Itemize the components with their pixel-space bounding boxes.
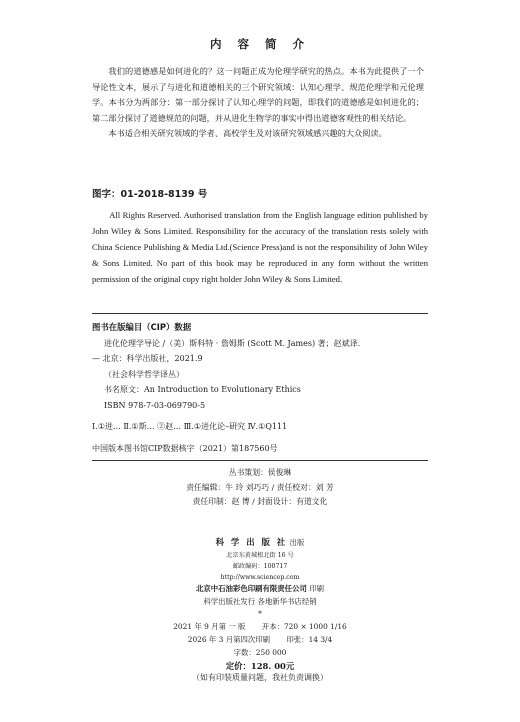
cip-series-line: （社会科学哲学译丛）	[104, 369, 184, 379]
publisher-line	[0, 536, 520, 550]
printing: 2026 年 3 月第四次印刷	[187, 634, 271, 644]
cip-original-title: 书名原文：An Introduction to Evolutionary Ethics	[104, 385, 301, 394]
cip-publisher-line: — 北京：科学出版社，2021.9	[92, 354, 203, 363]
publisher-name: 科 学 出 版 社	[215, 537, 288, 547]
imprint-block	[0, 536, 520, 685]
printing-row	[0, 634, 520, 647]
cip-classification: Ⅰ.①进… Ⅱ.①斯… ②赵… Ⅲ.①进化论–研究 Ⅳ.①Q111	[92, 422, 288, 431]
production-credits: 责任印制：赵 博 / 封面设计：有道文化	[192, 497, 328, 506]
cip-heading: 图书在版编目（CIP）数据	[92, 322, 192, 332]
staff-credits	[0, 466, 520, 510]
series-planner: 丛书策划：侯俊琳	[228, 468, 292, 477]
format: 开本：720 × 1000 1/16	[261, 622, 347, 632]
postcode: 邮政编码：100717	[232, 562, 288, 570]
edition: 2021 年 9 月第 一 版	[173, 622, 246, 632]
cip-title-line: 进化伦理学导论 /（美）斯科特 · 詹姆斯 (Scott M. James) 著；赵斌译.	[104, 338, 361, 348]
copyright-contract-number: 图字：01-2018-8139 号	[92, 189, 208, 200]
book-introduction	[92, 64, 424, 142]
divider-bottom	[92, 460, 428, 461]
printer-suffix: 印刷	[309, 583, 325, 593]
printer-line	[0, 583, 520, 596]
publisher-url: http://www.sciencep.com	[220, 573, 300, 581]
quality-notice: （如有印装质量问题，我社负责调换）	[192, 673, 328, 683]
sheets: 印张：14 3/4	[286, 634, 333, 644]
cip-data-block	[92, 320, 428, 456]
cip-record-number: 中国版本图书馆CIP数据核字（2021）第187560号	[92, 443, 278, 453]
responsible-editors: 责任编辑：牛 玲 刘巧巧 / 责任校对：刘 芳	[186, 482, 334, 492]
rights-statement	[92, 207, 428, 287]
publisher-suffix: 出版	[289, 538, 305, 547]
cip-isbn: ISBN 978-7-03-069790-5	[104, 400, 206, 410]
rights-text: All Rights Reserved. Authorised translation from the English language edition published by John Wiley & Sons Limited. Responsibility for the accuracy of the translation rests solely with China Science Publishing & Media Ltd.(Science Press)and is not the responsibility of John Wiley & Sons Limited. No part of this book may be reproduced in any form without the written permission of the original copy right holder John Wiley & Sons Limited.	[92, 210, 428, 284]
divider-top	[92, 313, 428, 314]
distribution: 科学出版社发行 各地新华书店经销	[203, 596, 317, 606]
page-title: 内 容 简 介	[209, 37, 310, 51]
intro-paragraph-2: 本书适合相关研究领域的学者、高校学生及对该研究领域感兴趣的大众阅读。	[108, 128, 387, 139]
separator-star: *	[258, 609, 262, 619]
printer-name: 北京中石油彩色印刷有限责任公司	[195, 583, 307, 593]
word-count: 字数：250 000	[233, 647, 287, 657]
edition-row	[0, 621, 520, 634]
publisher-address: 北京东黄城根北街 16 号	[226, 551, 294, 559]
intro-paragraph-1: 我们的道德感是如何进化的？这一问题正成为伦理学研究的热点。本书为此提供了一个导论性文本，展示了与进化和道德相关的三个研究领域：认知心理学、规范伦理学和元伦理学。本书分为两部分：第一部分探讨了认知心理学的问题，即我们的道德感是如何进化的；第二部分探讨了道德规范的问题，并从进化生物学的事实中得出道德客观性的相关结论。	[92, 66, 424, 123]
price: 定价：128. 00元	[225, 660, 295, 671]
